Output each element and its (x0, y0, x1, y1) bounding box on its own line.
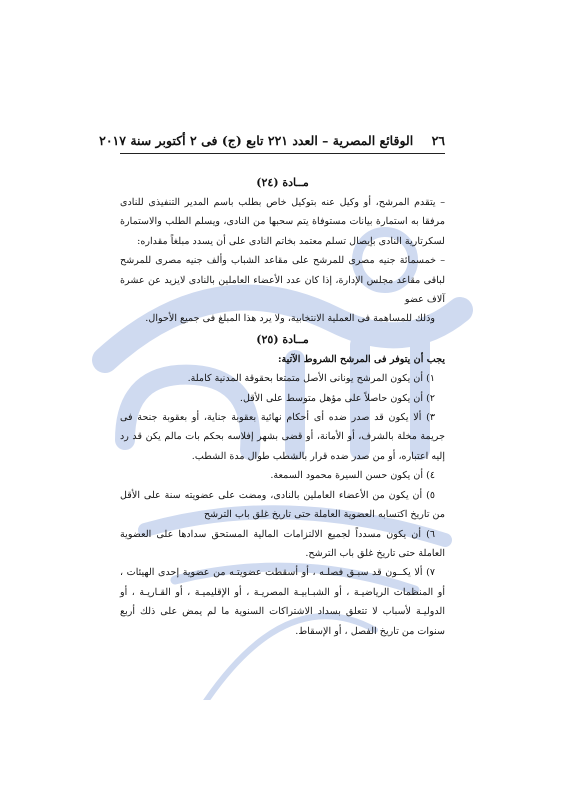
gazette-title: الوقائع المصرية – العدد ٢٢١ تابع (ج) فى ٢ أكتوبر سنة ٢٠١٧ (99, 133, 414, 148)
page-number: ٢٦ (431, 133, 445, 148)
condition-item-2: ٢) أن يكون حاصلاً على مؤهل متوسط على الأقل. (239, 392, 435, 404)
article-25-intro: يجب أن يتوفر فى المرشح الشروط الآتية: (277, 353, 445, 365)
condition-item-4: ٤) أن يكون حسن السيرة محمود السمعة. (270, 470, 435, 482)
page-header (30, 133, 445, 148)
article-24-paragraph-3: وذلك للمساهمة فى العملية الانتخابية، ولا يرد هذا المبلغ فى جميع الأحوال. (145, 313, 435, 325)
article-24-title: مــادة (٢٤) (256, 176, 309, 189)
page-content (120, 172, 445, 641)
article-24-paragraph-1: – يتقدم المرشح، أو وكيل عنه بتوكيل خاص بطلب باسم المدير التنفيذى للنادى مرفقا به استمارة بيانات مستوفاة يتم سحبها من النادى، ويسلم الطلب والاستمارة لسكرتارية النادى بإيصال تسلم معتمد بخاتم النادى على أن يسدد مبلغاً مقداره: (120, 197, 445, 247)
header-divider (120, 153, 445, 154)
article-25-title: مــادة (٢٥) (256, 332, 309, 346)
article-24-paragraph-2: – خمسمائة جنيه مصرى للمرشح على مقاعد الشباب وألف جنيه مصرى للمرشح لباقى مقاعد مجلس الإدارة، إذا كان عدد الأعضاء العاملين بالنادى لايزيد عن عشرة آلاف عضو (120, 255, 445, 306)
condition-item-5: ٥) أن يكون من الأعضاء العاملين بالنادى، ومضت على عضويته سنة على الأقل من تاريخ اكتسابه العضوية العاملة حتى تاريخ غلق باب الترشح (120, 489, 445, 521)
condition-item-1: ١) أن يكون المرشح يونانى الأصل متمتعا بحقوقة المدنية كاملة. (187, 373, 435, 385)
condition-item-6: ٦) أن يكون مسدداً لجميع الالتزامات المالية المستحق سدادها على العضوية العاملة حتى تاريخ غلق باب الترشح. (120, 528, 445, 559)
condition-item-3: ٣) ألا يكون قد صدر ضده أى أحكام نهائية بعقوبة جناية، أو بعقوبة جنحة فى جريمة مخلة بالشرف، أو الأمانة، أو قضى بشهر إفلاسه بحكم بات مالم يكن قد رد إليه اعتباره، أو من صدر ضده قرار بالشطب طوال مدة الشطب. (120, 412, 445, 462)
condition-item-7: ٧) ألا يكــون قد سبـق فصلـه ، أو أسقطت عضويتـه من عضوية إحدى الهيئات ، أو المنظمات الرياضيـة ، أو الشبـابيـة المصريـة ، أو الإقليميـة ، أو القـاريـة ، أو الدوليـة لأسباب لا تتعلق بسداد الاشتراكات السنوية ما لم يمض على ذلك أربع سنوات من تاريخ الفصل ، أو الإسقاط. (120, 567, 445, 637)
